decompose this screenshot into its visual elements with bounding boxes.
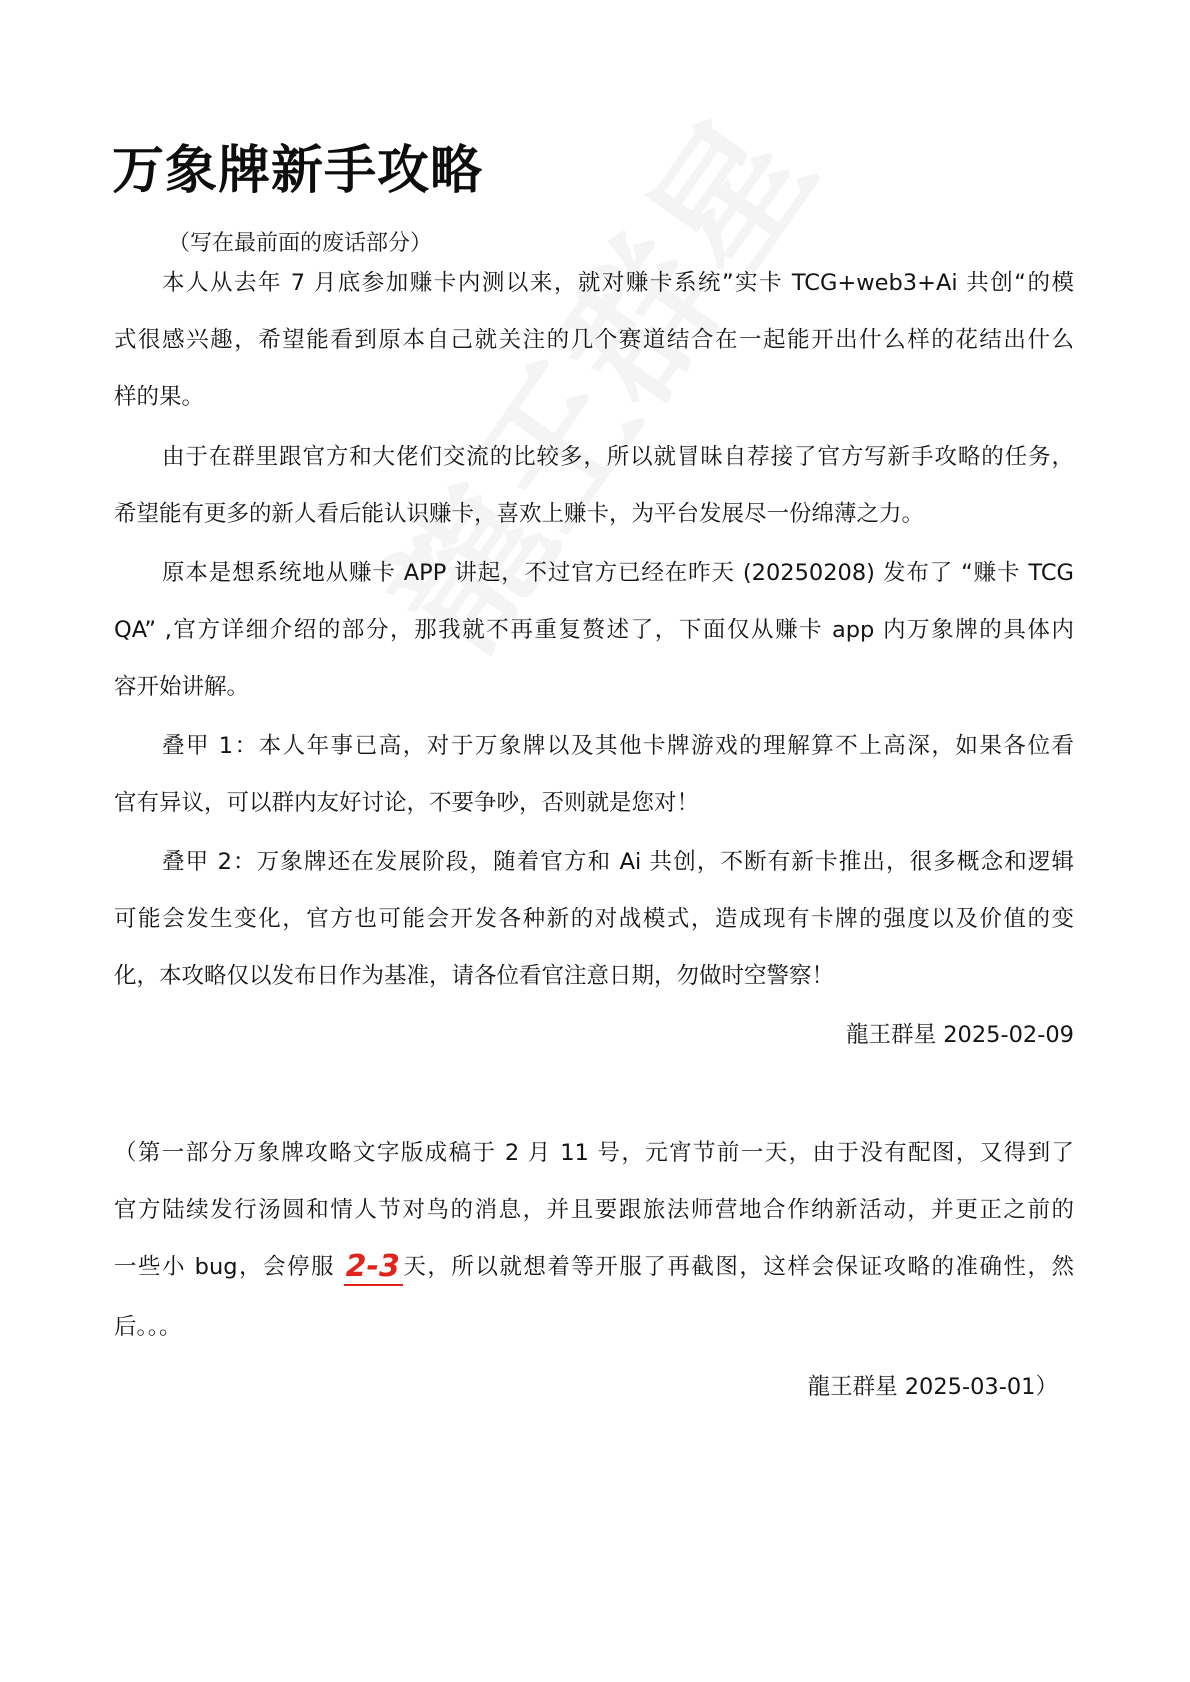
paragraph-6-line-4: 后。。。: [114, 1314, 182, 1340]
paragraph-6-line-2: 官方陆续发行汤圆和情人节对鸟的消息，并且要跟旅法师营地合作纳新活动，并更正之前的: [114, 1197, 1074, 1223]
signature-2: 龍王群星 2025-03-01）: [807, 1374, 1058, 1400]
highlight-days: 2-3: [345, 1249, 400, 1284]
paragraph-3-line-2: QA” ,官方详细介绍的部分，那我就不再重复赘述了，下面仅从赚卡 app 内万象牌的具体内: [114, 617, 1074, 643]
paragraph-6-line-3-after: 天，所以就想着等开服了再截图，这样会保证攻略的准确性，然: [401, 1254, 1074, 1280]
signature-1: 龍王群星 2025-02-09: [846, 1022, 1074, 1048]
paragraph-6-line-3-before: 一些小 bug，会停服: [114, 1254, 344, 1280]
paragraph-1-line-1: 本人从去年 7 月底参加赚卡内测以来，就对赚卡系统”实卡 TCG+web3+Ai 共创“的模: [162, 270, 1074, 296]
paragraph-3-line-3: 容开始讲解。: [114, 674, 250, 700]
document-title: 万象牌新手攻略: [112, 141, 484, 201]
paragraph-5-line-1: 叠甲 2：万象牌还在发展阶段，随着官方和 Ai 共创，不断有新卡推出，很多概念和逻辑: [162, 849, 1074, 875]
paragraph-2-line-2: 希望能有更多的新人看后能认识赚卡，喜欢上赚卡，为平台发展尽一份绵薄之力。: [114, 501, 925, 527]
paragraph-2-line-1: 由于在群里跟官方和大佬们交流的比较多，所以就冒昧自荐接了官方写新手攻略的任务，: [162, 444, 1074, 470]
paragraph-5-line-3: 化，本攻略仅以发布日作为基准，请各位看官注意日期，勿做时空警察！: [114, 963, 835, 989]
paragraph-1-line-3: 样的果。: [114, 384, 205, 410]
paragraph-4-line-2: 官有异议，可以群内友好讨论，不要争吵，否则就是您对！: [114, 790, 700, 816]
paragraph-1-line-2: 式很感兴趣，希望能看到原本自己就关注的几个赛道结合在一起能开出什么样的花结出什么: [114, 327, 1074, 353]
paragraph-3-line-1: 原本是想系统地从赚卡 APP 讲起，不过官方已经在昨天 (20250208) 发布了 “赚卡 TCG: [162, 560, 1074, 586]
paragraph-6-line-3: [114, 1250, 1074, 1284]
paragraph-5-line-2: 可能会发生变化，官方也可能会开发各种新的对战模式，造成现有卡牌的强度以及价值的变: [114, 906, 1074, 932]
document-subtitle: （写在最前面的废话部分）: [168, 231, 433, 256]
paragraph-4-line-1: 叠甲 1：本人年事已高，对于万象牌以及其他卡牌游戏的理解算不上高深，如果各位看: [162, 733, 1074, 759]
paragraph-6-line-1: （第一部分万象牌攻略文字版成稿于 2 月 11 号，元宵节前一天，由于没有配图，又得到了: [114, 1140, 1074, 1166]
